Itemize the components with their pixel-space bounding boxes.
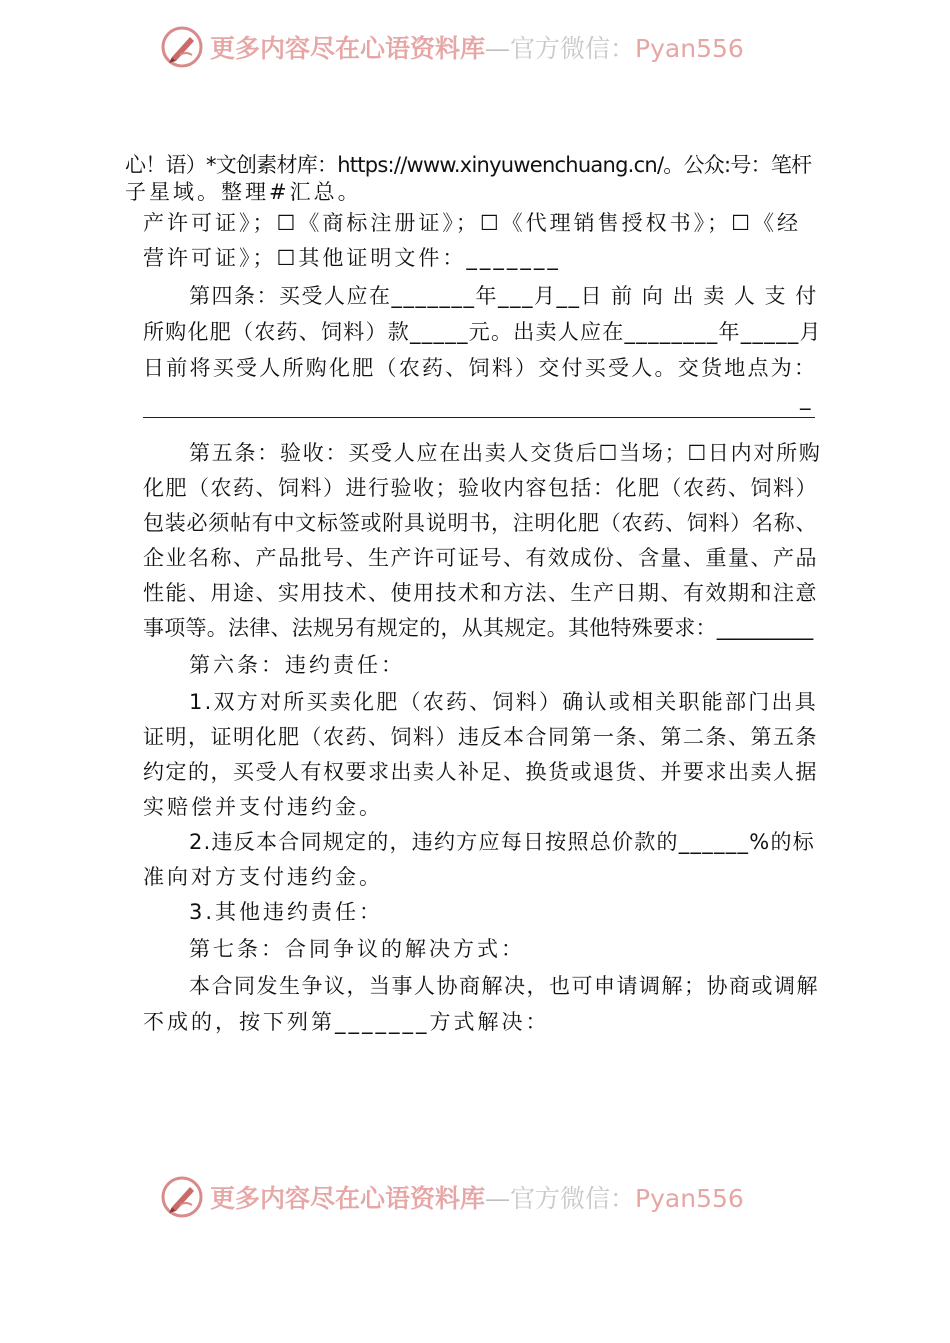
watermark-main-text: 更多内容尽在心语资料库: [210, 34, 486, 63]
text-line: 所购化肥（农药、饲料）款_____元。出卖人应在________年_____月: [143, 320, 822, 344]
watermark-sub-text: 官方微信：: [510, 1184, 636, 1213]
text-line: 不成的，按下列第_______方式解决：: [143, 1010, 550, 1034]
text-line: 证明，证明化肥（农药、饲料）违反本合同第一条、第二条、第五条: [143, 725, 818, 749]
text-line: _: [800, 386, 814, 410]
text-line: 事项等。法律、法规另有规定的，从其规定。其他特殊要求：_________: [143, 616, 814, 640]
text-line: 企业名称、产品批号、生产许可证号、有效成份、含量、重量、产品: [143, 546, 818, 570]
text-line: 第七条：合同争议的解决方式：: [189, 937, 525, 961]
watermark-main-text: 更多内容尽在心语资料库: [210, 1184, 486, 1213]
text-line: 3.其他违约责任：: [189, 900, 384, 924]
pen-logo-icon: [160, 25, 204, 69]
watermark-separator: —: [485, 34, 511, 63]
text-line: 营许可证》；☐其他证明文件：_______: [143, 246, 561, 270]
text-line: 性能、用途、实用技术、使用技术和方法、生产日期、有效期和注意: [143, 581, 818, 605]
text-line: 2.违反本合同规定的，违约方应每日按照总价款的______%的标: [189, 830, 815, 854]
text-line: 准向对方支付违约金。: [143, 865, 383, 889]
text-line: 化肥（农药、饲料）进行验收；验收内容包括：化肥（农药、饲料）: [143, 476, 818, 500]
watermark-id: Pyan556: [635, 34, 744, 63]
text-line: 约定的，买受人有权要求出卖人补足、换货或退货、并要求出卖人据: [143, 760, 818, 784]
watermark-sub-text: 官方微信：: [510, 34, 636, 63]
watermark-footer: [160, 1172, 744, 1222]
text-line: 第五条：验收：买受人应在出卖人交货后☐当场；☐日内对所购: [189, 441, 822, 465]
text-line: 产许可证》；☐《商标注册证》；☐《代理销售授权书》；☐《经: [143, 211, 801, 235]
pen-logo-icon: [160, 1175, 204, 1219]
text-line: 子星域。整理#汇总。: [125, 180, 362, 204]
watermark-separator: —: [485, 1184, 511, 1213]
text-line: 日前将买受人所购化肥（农药、饲料）交付买受人。交货地点为：: [143, 356, 818, 380]
text-line: 本合同发生争议，当事人协商解决，也可申请调解；协商或调解: [189, 974, 819, 998]
text-line: 心！语）*文创素材库：https://www.xinyuwenchuang.cn/。公众:号：笔杆: [125, 153, 812, 177]
text-line: 第六条：违约责任：: [189, 653, 405, 677]
text-line: 1.双方对所买卖化肥（农药、饲料）确认或相关职能部门出具: [189, 690, 819, 714]
text-line: 实赔偿并支付违约金。: [143, 795, 383, 819]
text-line: 包装必须帖有中文标签或附具说明书，注明化肥（农药、饲料）名称、: [143, 511, 818, 535]
divider-line: [143, 417, 815, 418]
watermark-id: Pyan556: [635, 1184, 744, 1213]
watermark-header: [160, 22, 744, 72]
text-line: 第四条：买受人应在_______年___月__日 前 向 出 卖 人 支 付: [189, 284, 818, 308]
